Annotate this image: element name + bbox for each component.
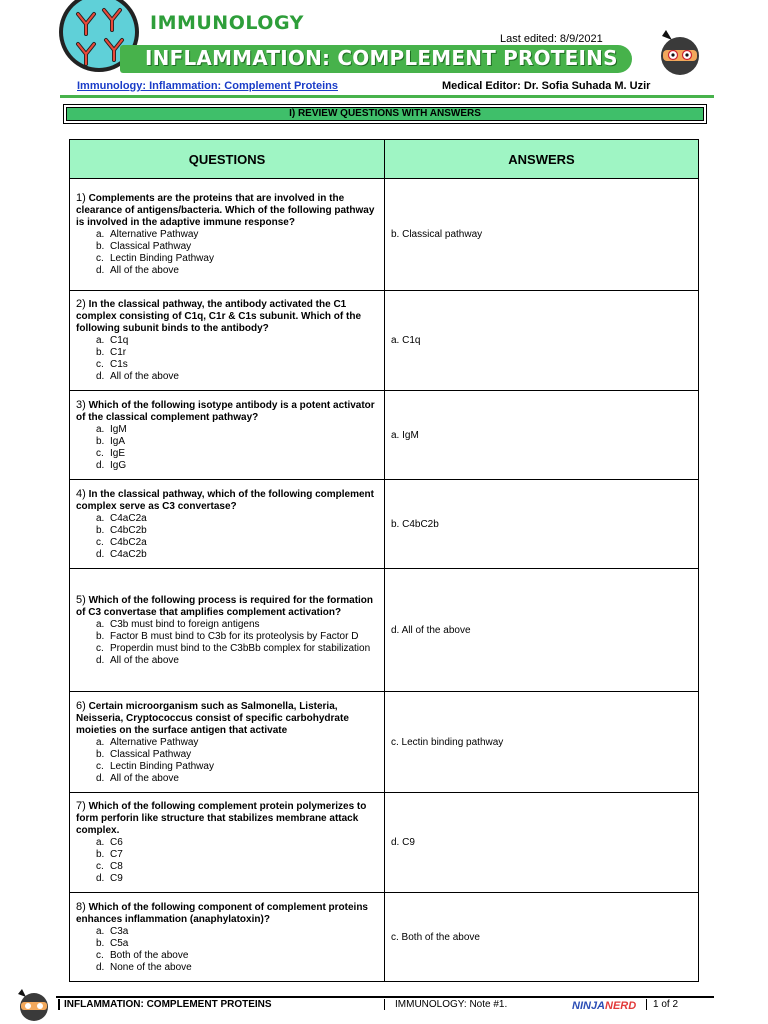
question-stem	[76, 488, 378, 513]
option-item	[96, 253, 378, 265]
option-text: C1s	[110, 359, 128, 370]
question-number: 5)	[76, 593, 86, 606]
question-text: Complements are the proteins that are involved in the clearance of antigens/bacteria. Which of the following pathway is involved in the adaptive immune response?	[76, 193, 375, 228]
question-text: Which of the following component of complement proteins enhances inflammation (anaphylatoxin)?	[76, 901, 368, 925]
medical-editor: Medical Editor: Dr. Sofia Suhada M. Uzir	[442, 80, 651, 92]
option-text: IgM	[110, 423, 127, 435]
option-letter: c.	[96, 447, 104, 459]
option-text: C5a	[110, 937, 129, 949]
brand-part1: NINJA	[572, 1000, 606, 1012]
options-list	[76, 513, 378, 561]
option-letter: a.	[96, 423, 105, 435]
option-text: Both of the above	[110, 949, 189, 961]
question-text: Which of the following process is required for the formation of C3 convertase that amplifies complement activation?	[76, 594, 374, 618]
question-stem	[76, 192, 378, 229]
table-row	[70, 793, 699, 893]
option-letter: c.	[96, 253, 104, 264]
option-item	[96, 938, 378, 950]
question-number: 6)	[76, 699, 86, 712]
option-text: Lectin Binding Pathway	[110, 760, 214, 772]
options-list	[76, 229, 378, 277]
option-item	[96, 773, 378, 785]
option-item	[96, 371, 378, 383]
footer-ninja-icon	[14, 988, 54, 1022]
page-number: 1 of 2	[646, 999, 678, 1010]
option-letter: c.	[96, 949, 104, 961]
option-text: C4bC2a	[110, 536, 147, 548]
question-cell	[70, 569, 385, 692]
option-item	[96, 347, 378, 359]
question-stem	[76, 399, 378, 424]
answer-cell: b. C4bC2b	[385, 480, 699, 569]
footer-note: IMMUNOLOGY: Note #1.	[384, 999, 507, 1010]
questions-header: QUESTIONS	[70, 140, 385, 179]
options-list	[76, 837, 378, 885]
answers-header: ANSWERS	[385, 140, 699, 179]
question-number: 3)	[76, 398, 86, 411]
option-letter: d.	[96, 772, 105, 784]
option-text: C8	[110, 861, 123, 872]
option-letter: d.	[96, 873, 105, 884]
option-item	[96, 655, 378, 667]
option-letter: c.	[96, 642, 104, 654]
option-text: Factor B must bind to C3b for its proteolysis by Factor D	[110, 630, 359, 642]
table-row	[70, 480, 699, 569]
option-item	[96, 962, 378, 974]
option-letter: b.	[96, 524, 105, 536]
option-letter: a.	[96, 925, 105, 937]
option-item	[96, 837, 378, 849]
answer-cell: a. IgM	[385, 391, 699, 480]
question-stem	[76, 594, 378, 619]
option-item	[96, 448, 378, 460]
option-text: C4aC2b	[110, 548, 147, 560]
option-letter: d.	[96, 548, 105, 560]
table-row	[70, 291, 699, 391]
table-row	[70, 569, 699, 692]
option-text: C1q	[110, 335, 129, 346]
option-letter: b.	[96, 435, 105, 447]
option-item	[96, 525, 378, 537]
question-stem	[76, 700, 378, 737]
option-text: C4bC2b	[110, 524, 147, 536]
answer-cell: d. All of the above	[385, 569, 699, 692]
option-item	[96, 436, 378, 448]
question-cell	[70, 793, 385, 893]
page-title: INFLAMMATION: COMPLEMENT PROTEINS	[145, 46, 618, 70]
option-letter: c.	[96, 760, 104, 772]
option-letter: c.	[96, 536, 104, 548]
option-item	[96, 643, 378, 655]
footer-divider	[56, 996, 714, 998]
option-text: Alternative Pathway	[110, 736, 199, 748]
option-text: C3a	[110, 925, 129, 937]
option-letter: b.	[96, 241, 105, 252]
option-text: C1r	[110, 347, 127, 358]
question-number: 1)	[76, 192, 86, 204]
options-list	[76, 926, 378, 974]
option-item	[96, 241, 378, 253]
option-item	[96, 861, 378, 873]
question-stem	[76, 800, 378, 837]
question-number: 8)	[76, 900, 86, 913]
option-letter: a.	[96, 229, 105, 240]
options-list	[76, 737, 378, 785]
option-text: All of the above	[110, 371, 179, 382]
option-item	[96, 359, 378, 371]
option-letter: a.	[96, 736, 105, 748]
last-edited-date: Last edited: 8/9/2021	[500, 33, 603, 45]
qa-table	[69, 139, 699, 982]
brand-logo	[572, 1000, 636, 1012]
option-item	[96, 460, 378, 472]
subject-heading: IMMUNOLOGY	[150, 12, 304, 34]
question-cell	[70, 893, 385, 982]
option-item	[96, 761, 378, 773]
option-item	[96, 950, 378, 962]
option-text: C4aC2a	[110, 512, 147, 524]
section-heading: I) REVIEW QUESTIONS WITH ANSWERS	[66, 107, 704, 121]
option-letter: b.	[96, 849, 105, 860]
option-item	[96, 265, 378, 277]
options-list	[76, 335, 378, 383]
option-letter: b.	[96, 630, 105, 642]
table-row	[70, 391, 699, 480]
option-text: Alternative Pathway	[110, 229, 199, 240]
option-letter: c.	[96, 861, 104, 872]
option-item	[96, 549, 378, 561]
question-stem	[76, 901, 378, 926]
option-item	[96, 873, 378, 885]
question-text: Which of the following isotype antibody is a potent activator of the classical complement pathway?	[76, 399, 375, 423]
option-item	[96, 926, 378, 938]
option-letter: b.	[96, 937, 105, 949]
option-letter: c.	[96, 359, 104, 370]
option-letter: a.	[96, 512, 105, 524]
question-cell	[70, 692, 385, 793]
option-item	[96, 737, 378, 749]
option-text: C6	[110, 837, 123, 848]
option-letter: d.	[96, 371, 105, 382]
answer-cell: c. Both of the above	[385, 893, 699, 982]
option-text: Classical Pathway	[110, 748, 192, 760]
question-stem	[76, 298, 378, 335]
table-row	[70, 179, 699, 291]
brand-part2: NERD	[605, 1000, 637, 1012]
answer-cell: a. C1q	[385, 291, 699, 391]
option-letter: d.	[96, 961, 105, 973]
option-letter: a.	[96, 335, 105, 346]
section-heading-box	[63, 104, 707, 124]
question-text: In the classical pathway, the antibody activated the C1 complex consisting of C1q, C1r & C1s subunit. Which of the following subunit binds to the antibody?	[76, 299, 362, 334]
option-text: Classical Pathway	[110, 241, 192, 252]
option-text: All of the above	[110, 772, 179, 784]
option-text: Properdin must bind to the C3bBb complex for stabilization	[110, 642, 371, 654]
question-text: Certain microorganism such as Salmonella, Listeria, Neisseria, Cryptococcus consist of specific carbohydrate moieties on the surface antigen that activate	[76, 700, 349, 736]
option-item	[96, 749, 378, 761]
option-letter: a.	[96, 837, 105, 848]
breadcrumb-link[interactable]: Immunology: Inflammation: Complement Proteins	[77, 80, 338, 92]
header-divider	[60, 95, 714, 98]
option-item	[96, 537, 378, 549]
option-text: All of the above	[110, 265, 179, 276]
option-text: C9	[110, 873, 123, 884]
option-item	[96, 424, 378, 436]
question-number: 4)	[76, 487, 86, 500]
options-list	[76, 619, 378, 667]
option-item	[96, 849, 378, 861]
answer-cell: c. Lectin binding pathway	[385, 692, 699, 793]
option-item	[96, 631, 378, 643]
question-number: 2)	[76, 298, 86, 310]
question-cell	[70, 480, 385, 569]
option-item	[96, 335, 378, 347]
footer-topic: INFLAMMATION: COMPLEMENT PROTEINS	[58, 999, 272, 1010]
options-list	[76, 424, 378, 472]
option-item	[96, 513, 378, 525]
question-cell	[70, 391, 385, 480]
table-row	[70, 692, 699, 793]
table-row	[70, 893, 699, 982]
question-text: Which of the following complement protein polymerizes to form perforin like structure that stabilizes membrane attack complex.	[76, 801, 367, 836]
option-letter: a.	[96, 618, 105, 630]
option-text: IgA	[110, 435, 126, 447]
option-letter: b.	[96, 347, 105, 358]
ninja-mascot-icon	[656, 28, 702, 76]
option-letter: d.	[96, 265, 105, 276]
option-text: C3b must bind to foreign antigens	[110, 618, 260, 630]
answer-cell: d. C9	[385, 793, 699, 893]
option-text: All of the above	[110, 654, 179, 666]
option-text: IgG	[110, 459, 127, 471]
question-text: In the classical pathway, which of the following complement complex serve as C3 convertase?	[76, 488, 374, 512]
option-letter: d.	[96, 654, 105, 666]
answer-cell: b. Classical pathway	[385, 179, 699, 291]
question-cell	[70, 291, 385, 391]
option-text: IgE	[110, 447, 126, 459]
option-text: None of the above	[110, 961, 192, 973]
question-number: 7)	[76, 800, 86, 812]
question-cell	[70, 179, 385, 291]
option-letter: d.	[96, 459, 105, 471]
option-item	[96, 229, 378, 241]
option-text: Lectin Binding Pathway	[110, 253, 214, 264]
option-item	[96, 619, 378, 631]
option-letter: b.	[96, 748, 105, 760]
option-text: C7	[110, 849, 123, 860]
